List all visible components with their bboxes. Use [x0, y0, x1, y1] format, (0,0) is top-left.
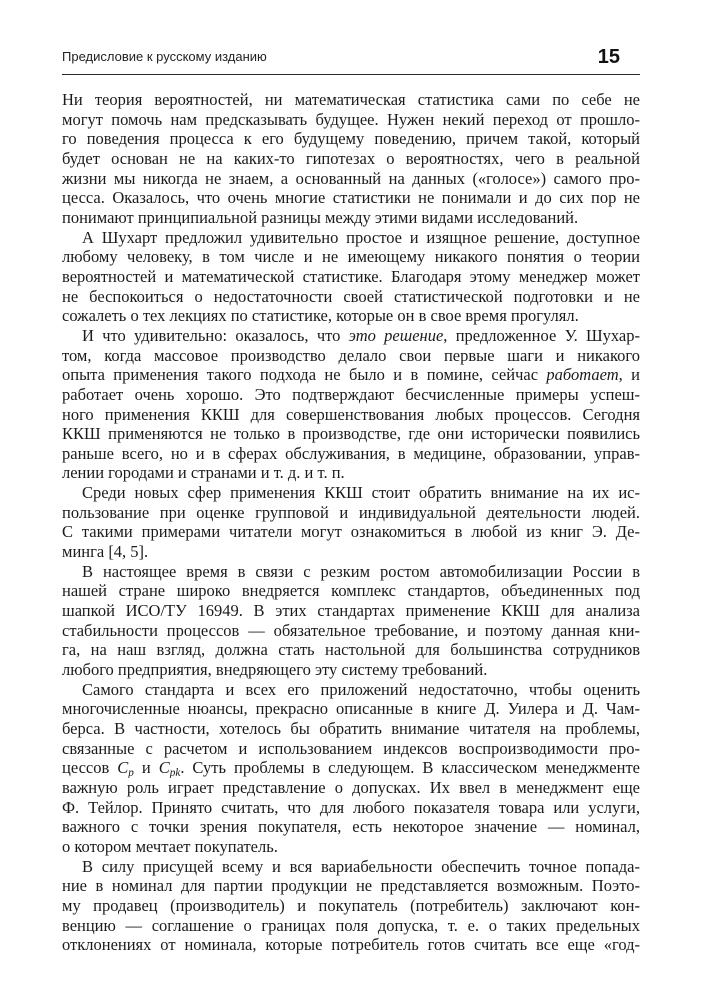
text-line: связанные с расчетом и использованием индексов воспроизводимости про-	[62, 738, 640, 758]
text-line	[62, 758, 640, 778]
text-line: стабильности процессов — обязательное требование, и поэтому данная кни-	[62, 620, 640, 640]
text-run: , и	[618, 365, 640, 385]
text-line: могут помочь нам предсказывать будущее. Нужен некий переход от прошло-	[62, 109, 640, 129]
text-line: любому человеку, в том числе и не имеющему никакого понятия о теории	[62, 247, 640, 267]
text-line: ККШ применяются не только в производстве, где они исторически появились	[62, 424, 640, 444]
index-symbol: C	[117, 758, 129, 778]
paragraph	[62, 680, 640, 857]
text-line: о котором мечтает покупатель.	[62, 836, 278, 856]
text-line: венцию — соглашение о границах поля допуска, т. е. о таких предельных	[62, 915, 640, 935]
text-line: ного применения ККШ для совершенствования любых процессов. Сегодня	[62, 404, 640, 424]
text-line: берса. В частности, хотелось бы обратить внимание читателя на проблемы,	[62, 719, 640, 738]
text-line: С такими примерами читатели могут ознакомиться в любой из книг Э. Де-	[62, 522, 640, 542]
text-line: лении городами и странами и т. д. и т. п.	[62, 463, 345, 483]
text-line	[62, 365, 640, 385]
text-line: будет основан не на каких-то гипотезах о вероятностях, чего в реальной	[62, 148, 640, 168]
paragraph	[62, 326, 640, 483]
text-line: му продавец (производитель) и покупатель (потребитель) заключают кон-	[62, 895, 640, 915]
paragraph	[62, 562, 640, 680]
text-line: жизни мы никогда не знаем, а основанный на данных («голосе») самого про-	[62, 168, 640, 188]
text-line: не беспокоиться о недостаточности своей статистической подготовки и не	[62, 286, 640, 306]
text-line: раньше всего, но и в сферах обслуживания, в медицине, образовании, управ-	[62, 443, 640, 463]
running-title: Предисловие к русскому изданию	[62, 49, 267, 64]
text-line: важную роль играет представление о допусках. Их ввел в менеджмент еще	[62, 777, 640, 797]
italic-emphasis: это решение	[348, 325, 444, 345]
text-line: ние в номинал для партии продукции не представляется возможным. Поэто-	[62, 876, 640, 896]
text-line: понимают принципиальной разницы между этими видами исследований.	[62, 207, 579, 227]
text-line: том, когда массовое производство делало свои первые шаги и никакого	[62, 345, 640, 365]
text-run: опыта применения такого подхода не было и в помине, сейчас	[62, 365, 547, 385]
text-line	[62, 326, 640, 346]
body-text	[62, 90, 640, 955]
index-subscript: p	[128, 767, 134, 778]
text-line: вероятностей и математической статистике. Благодаря этому менеджер может	[62, 266, 640, 286]
italic-emphasis: работает	[546, 365, 619, 385]
text-line: работает очень хорошо. Это подтверждают бесчисленные примеры успеш-	[62, 384, 640, 404]
paragraph	[62, 90, 640, 228]
text-run: И что удивительно: оказалось, что	[82, 325, 349, 345]
text-line: шапкой ИСО/ТУ 16949. В этих стандартах применение ККШ для анализа	[62, 601, 640, 621]
paragraph	[62, 483, 640, 562]
index-subscript: pk	[169, 767, 181, 778]
header-rule	[62, 74, 640, 75]
text-line: В силу присущей всему и вся вариабельности обеспечить точное попада-	[82, 856, 640, 876]
text-line: сожалеть о тех лекциях по статистике, которые он в свое время прогулял.	[62, 306, 579, 326]
text-run: и	[133, 758, 159, 778]
text-line: А Шухарт предложил удивительно простое и изящное решение, доступное	[82, 227, 640, 247]
paragraph	[62, 857, 640, 955]
text-line: Ни теория вероятностей, ни математическая статистика сами по себе не	[62, 90, 640, 109]
text-line: любого предприятия, внедряющего эту систему требований.	[62, 660, 488, 680]
text-run: . Суть проблемы в следующем. В классическом менеджменте	[180, 758, 640, 778]
text-line: цесса. Оказалось, что очень многие статистики не понимали и до сих пор не	[62, 188, 640, 208]
text-line: га, на наш взгляд, должна стать настольной для большинства сотрудников	[62, 640, 640, 660]
text-line: отклонениях от номинала, которые потребитель готов считать все еще «год-	[62, 935, 640, 955]
text-line: многочисленные нюансы, прекрасно описанные в книге Д. Уилера и Д. Чам-	[62, 699, 640, 719]
text-line: го поведения процесса к его будущему поведению, причем такой, который	[62, 129, 640, 149]
text-line: нашей стране широко внедряется комплекс стандартов, объединенных под	[62, 581, 640, 601]
paragraph	[62, 228, 640, 326]
page-number: 15	[597, 46, 620, 68]
text-line: Ф. Тейлор. Принято считать, что для любого показателя товара или услуги,	[62, 797, 640, 817]
text-line: Среди новых сфер применения ККШ стоит обратить внимание на их ис-	[82, 483, 640, 503]
text-line: В настоящее время в связи с резким ростом автомобилизации России в	[82, 561, 640, 581]
text-line: Самого стандарта и всех его приложений недостаточно, чтобы оценить	[82, 679, 640, 699]
text-line: минга [4, 5].	[62, 542, 149, 562]
text-line: важного с точки зрения покупателя, есть некоторое значение — номинал,	[62, 817, 640, 837]
index-symbol: C	[158, 758, 170, 778]
text-run: , предложенное У. Шухар-	[443, 325, 640, 345]
text-run: цессов	[62, 758, 118, 778]
text-line: пользование при оценке групповой и индивидуальной деятельности людей.	[62, 502, 640, 522]
